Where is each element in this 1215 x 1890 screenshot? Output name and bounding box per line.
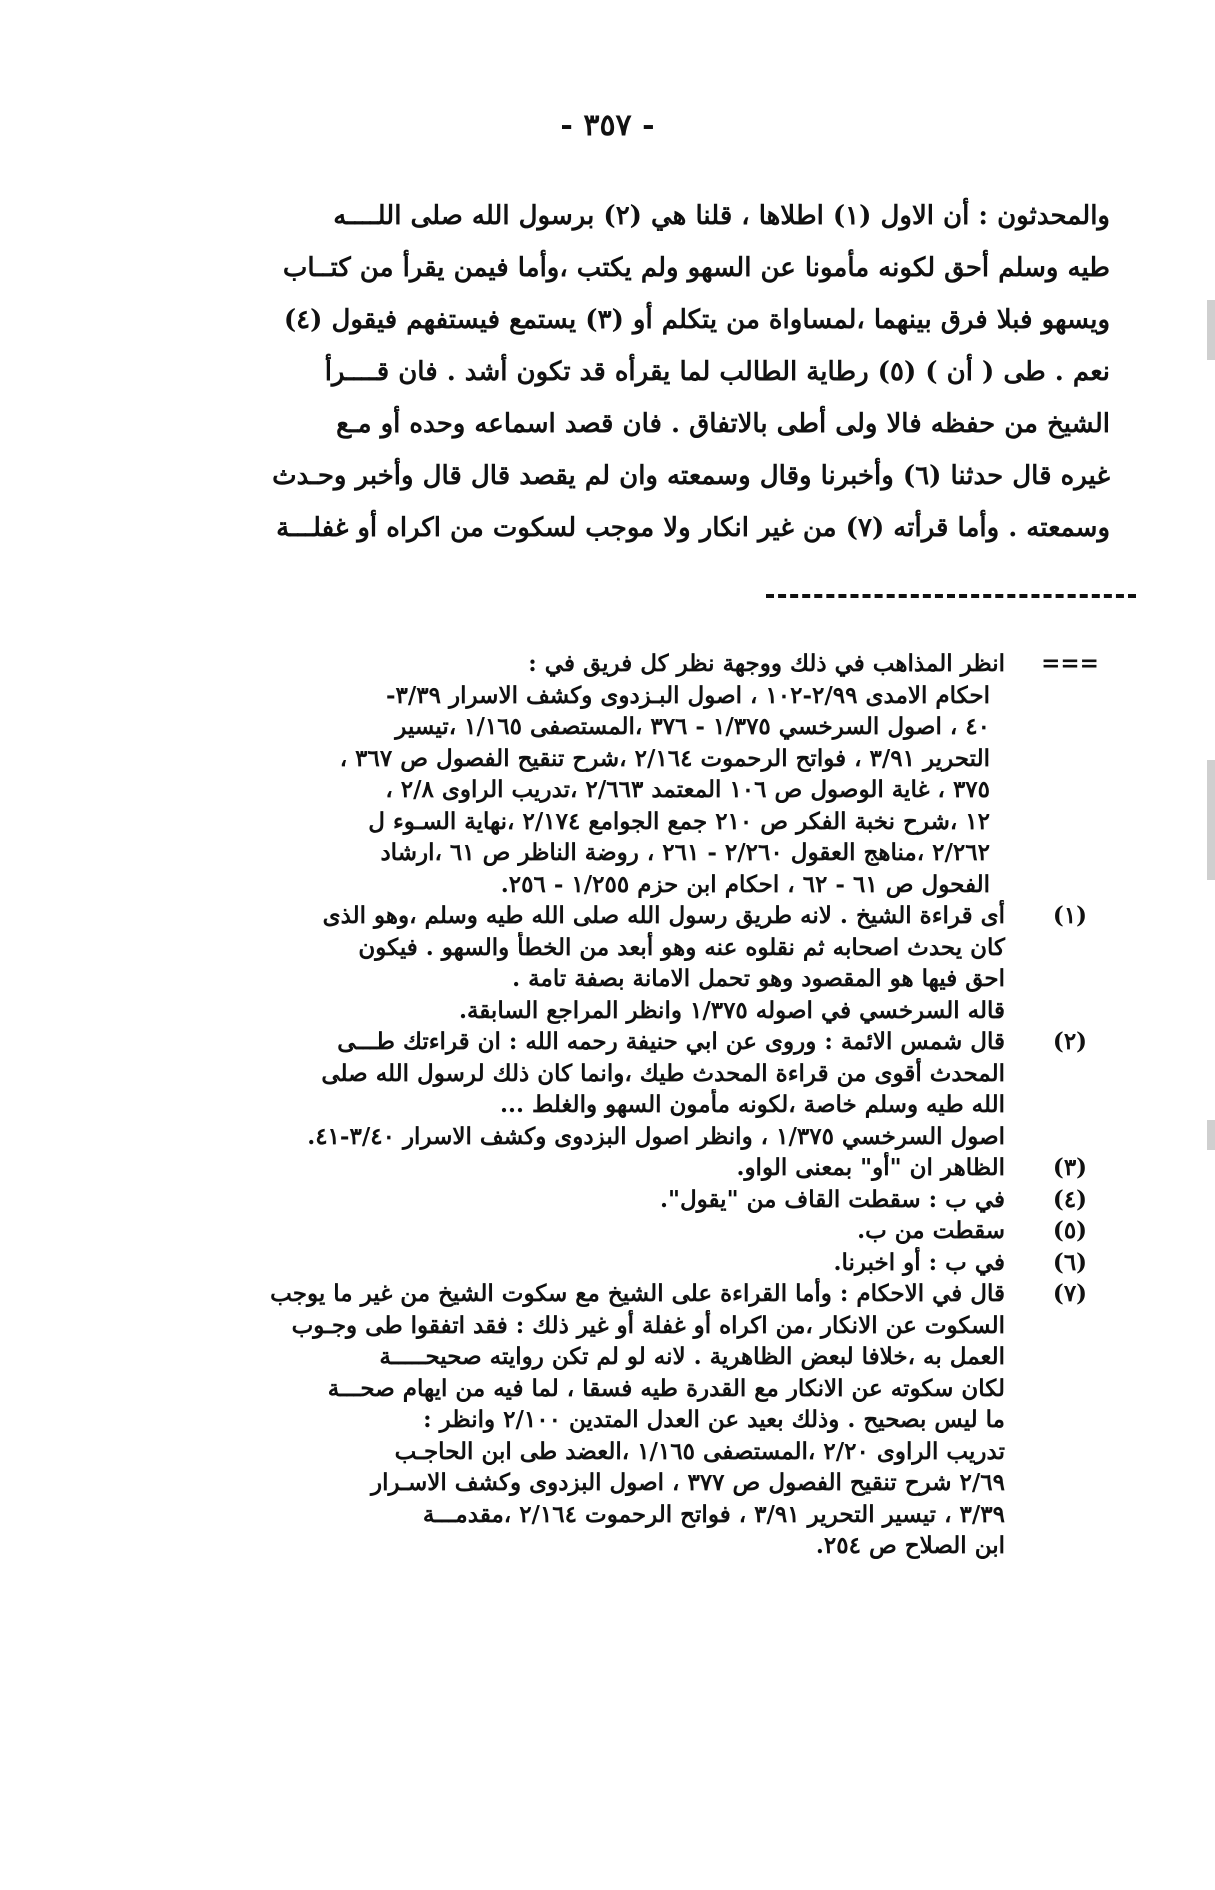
footnote-text: ٢/٦٩ شرح تنقيح الفصول ص ٣٧٧ ، اصول البزدوى وكشف الاسـرار (371, 1469, 1005, 1496)
footnote-text: انظر المذاهب في ذلك ووجهة نظر كل فريق في : (528, 650, 1005, 677)
footnote-text: اصول السرخسي ١/٣٧٥ ، وانظر اصول البزدوى وكشف الاسرار ٣/٤٠-٤١. (307, 1122, 1005, 1150)
footnote-line (140, 1152, 1100, 1184)
footnote-line (140, 1530, 1100, 1562)
footnote-marker: (٢) (1052, 1028, 1088, 1055)
footnote-line (140, 963, 1100, 995)
footnote-line (140, 743, 1100, 775)
main-text-line: طيه وسلم أحق لكونه مأمونا عن السهو ولم يكتب ،وأما فيمن يقرأ من كتــاب (282, 253, 1110, 283)
footnote-text: تدريب الراوى ٢/٢٠ ،المستصفى ١/١٦٥ ،العضد طى ابن الحاجـب (394, 1437, 1005, 1465)
footnote-line (140, 1499, 1100, 1531)
footnote-line (140, 900, 1100, 932)
footnote-marker: (٥) (1052, 1217, 1088, 1244)
footnote-line (140, 1341, 1100, 1373)
footnote-line (140, 1058, 1100, 1090)
footnote-line (140, 1121, 1100, 1153)
scan-edge-mark (1207, 760, 1215, 880)
main-text-line: وسمعته . وأما قرأته (٧) من غير انكار ولا موجب لسكوت من اكراه أو غفلـــة (276, 513, 1110, 543)
footnote-text: قاله السرخسي في اصوله ١/٣٧٥ وانظر المراجع السابقة. (458, 996, 1005, 1024)
footnote-line (140, 1026, 1100, 1058)
footnote-text: التحرير ٣/٩١ ، فواتح الرحموت ٢/١٦٤ ،شرح تنقيح الفصول ص ٣٦٧ ، (339, 744, 990, 772)
footnote-line (140, 1247, 1100, 1279)
footnote-line (140, 1215, 1100, 1247)
footnote-text: في ب : سقطت القاف من "يقول". (659, 1185, 1005, 1213)
footnote-marker: === (1041, 650, 1099, 677)
footnote-text: ٣/٣٩ ، تيسير التحرير ٣/٩١ ، فواتح الرحموت ٢/١٦٤ ،مقدمـــة (422, 1500, 1005, 1528)
footnote-line (140, 648, 1100, 680)
footnote-marker: (٤) (1052, 1185, 1088, 1213)
footnote-line (140, 774, 1100, 806)
footnote-text: ٤٠ ، اصول السرخسي ١/٣٧٥ - ٣٧٦ ،المستصفى ١/١٦٥ ،تيسير (395, 713, 990, 740)
scan-edge-mark (1207, 300, 1215, 360)
footnote-marker: (٣) (1052, 1154, 1088, 1181)
footnote-line (140, 1436, 1100, 1468)
footnote-text: ما ليس بصحيح . وذلك بعيد عن العدل المتدين ٢/١٠٠ وانظر : (423, 1406, 1005, 1433)
footnote-marker: (٦) (1052, 1248, 1088, 1276)
footnote-text: المحدث أقوى من قراءة المحدث طيك ،وانما كان ذلك لرسول الله صلى (321, 1059, 1005, 1087)
footnote-text: احق فيها هو المقصود وهو تحمل الامانة بصفة تامة . (512, 965, 1005, 992)
footnote-line (140, 680, 1100, 712)
footnote-text: ٢/٢٦٢ ،مناهج العقول ٢/٢٦٠ - ٢٦١ ، روضة الناظر ص ٦١ ،ارشاد (380, 839, 990, 866)
footnote-text: ١٢ ،شرح نخبة الفكر ص ٢١٠ جمع الجوامع ٢/١٧٤ ،نهاية السـوء ل (368, 807, 990, 835)
main-text-body (210, 190, 1110, 554)
footnote-line (140, 1184, 1100, 1216)
footnote-line (140, 932, 1100, 964)
footnote-line (140, 995, 1100, 1027)
page-number: - ٣٥٧ - (560, 108, 655, 143)
footnote-marker: (١) (1052, 902, 1088, 929)
footnote-separator (766, 594, 1136, 598)
footnote-text: ٣٧٥ ، غاية الوصول ص ١٠٦ المعتمد ٢/٦٦٣ ،تدريب الراوى ٢/٨ ، (385, 776, 990, 803)
scan-edge-mark (1207, 1120, 1215, 1150)
footnote-line (140, 1467, 1100, 1499)
footnote-line (140, 837, 1100, 869)
main-text-line: نعم . طى ( أن ) (٥) رطاية الطالب لما يقرأه قد تكون أشد . فان قــــرأ (324, 357, 1110, 387)
footnote-text: في ب : أو اخبرنا. (833, 1248, 1005, 1276)
footnotes (140, 648, 1100, 1562)
footnote-text: قال شمس الائمة : وروى عن ابي حنيفة رحمه الله : ان قراءتك طـــى (337, 1028, 1005, 1055)
footnote-text: السكوت عن الانكار ،من اكراه أو غفلة أو غير ذلك : فقد اتفقوا طى وجـوب (291, 1311, 1005, 1339)
footnote-line (140, 1278, 1100, 1310)
footnote-text: أى قراءة الشيخ . لانه طريق رسول الله صلى الله طيه وسلم ،وهو الذى (322, 902, 1005, 929)
footnote-line (140, 711, 1100, 743)
main-text-line: الشيخ من حفظه فالا ولى أطى بالاتفاق . فان قصد اسماعه وحده أو مـع (336, 409, 1110, 439)
footnote-line (140, 869, 1100, 901)
footnote-text: احكام الامدى ٢/٩٩-١٠٢ ، اصول البـزدوى وكشف الاسرار ٣/٣٩- (385, 681, 990, 709)
footnote-line (140, 1089, 1100, 1121)
footnote-text: الفحول ص ٦١ - ٦٢ ، احكام ابن حزم ١/٢٥٥ - ٢٥٦. (500, 870, 990, 898)
footnote-line (140, 806, 1100, 838)
footnote-line (140, 1310, 1100, 1342)
footnote-text: ابن الصلاح ص ٢٥٤. (815, 1532, 1005, 1559)
footnote-text: العمل به ،خلافا لبعض الظاهرية . لانه لو لم تكن روايته صحيحـــــة (379, 1343, 1005, 1370)
footnote-text: لكان سكوته عن الانكار مع القدرة طيه فسقا ، لما فيه من ايهام صحـــة (327, 1374, 1005, 1402)
footnote-text: الله طيه وسلم خاصة ،لكونه مأمون السهو والغلط ... (499, 1091, 1005, 1118)
footnote-line (140, 1404, 1100, 1436)
footnote-marker: (٧) (1052, 1280, 1088, 1307)
footnote-line (140, 1373, 1100, 1405)
main-text-line: والمحدثون : أن الاول (١) اطلاها ، قلنا هي (٢) برسول الله صلى اللــــه (333, 201, 1110, 231)
main-text-line: ويسهو فبلا فرق بينهما ،لمساواة من يتكلم أو (٣) يستمع فيستفهم فيقول (٤) (283, 305, 1110, 335)
footnote-text: الظاهر ان "أو" بمعنى الواو. (736, 1154, 1005, 1181)
main-text-line: غيره قال حدثنا (٦) وأخبرنا وقال وسمعته وان لم يقصد قال قال وأخبر وحـدث (272, 461, 1110, 491)
footnote-text: كان يحدث اصحابه ثم نقلوه عنه وهو أبعد من الخطأ والسهو . فيكون (358, 933, 1005, 961)
footnote-text: سقطت من ب. (857, 1217, 1005, 1244)
footnote-text: قال في الاحكام : وأما القراءة على الشيخ مع سكوت الشيخ من غير ما يوجب (270, 1280, 1005, 1307)
